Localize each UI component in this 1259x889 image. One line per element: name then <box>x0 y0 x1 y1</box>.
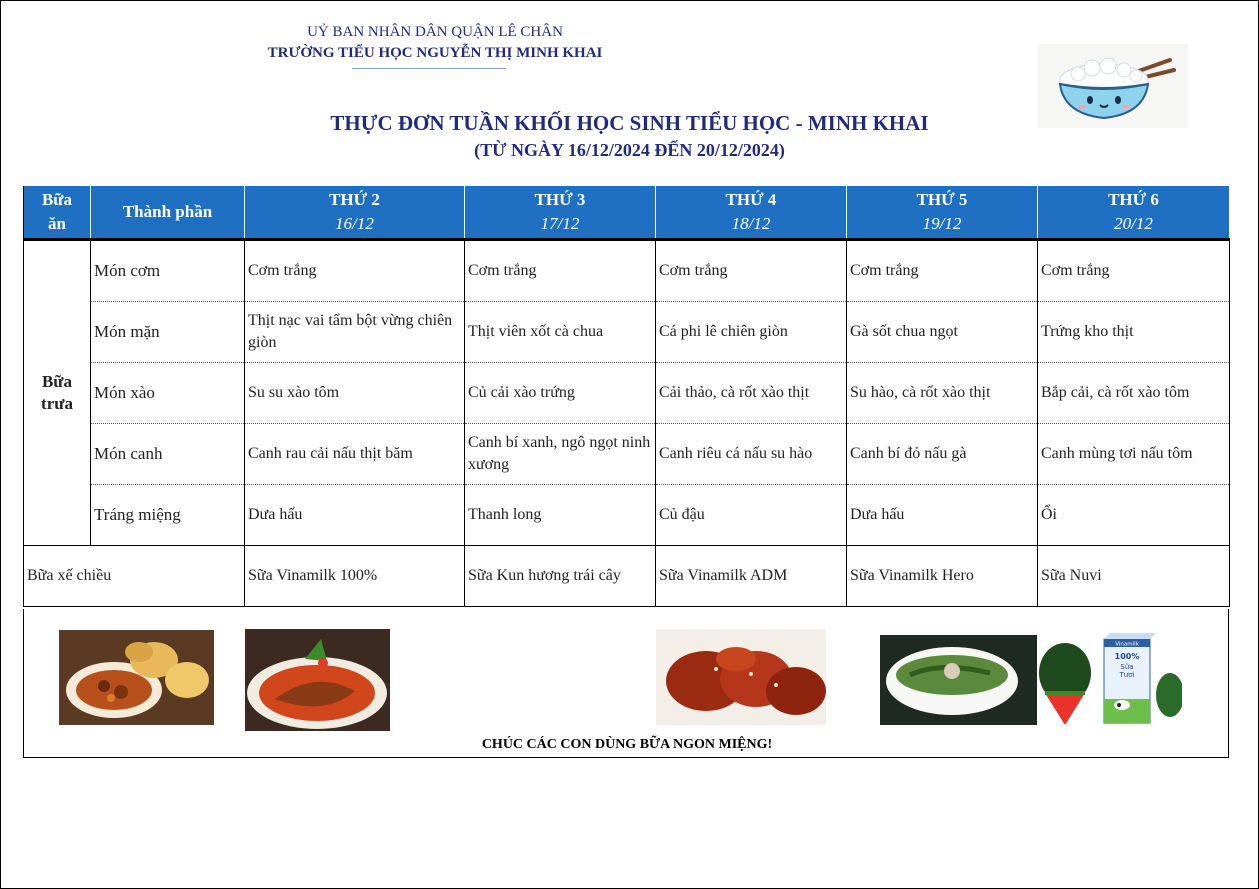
menu-cell: Cá phi lê chiên giòn <box>656 302 847 363</box>
menu-cell: Sữa Nuvi <box>1038 546 1230 607</box>
vegetable-soup-photo <box>880 635 1037 725</box>
menu-cell: Canh bí đỏ nấu gà <box>847 424 1038 485</box>
milk-percent-text: 100% <box>1114 652 1140 661</box>
component-cell: Món canh <box>91 424 245 485</box>
table-row <box>24 424 1230 485</box>
afternoon-row <box>24 546 1230 607</box>
menu-cell: Cơm trắng <box>1038 240 1230 302</box>
menu-cell: Canh riêu cá nấu su hào <box>656 424 847 485</box>
menu-cell: Canh rau cải nấu thịt băm <box>245 424 465 485</box>
component-cell: Tráng miệng <box>91 485 245 546</box>
day-header-thu: THỨ 5 19/12 <box>847 186 1038 240</box>
table-header-row <box>24 186 1230 240</box>
day-header-tue: THỨ 3 17/12 <box>465 186 656 240</box>
day-header-mon: THỨ 2 16/12 <box>245 186 465 240</box>
school-name: TRƯỜNG TIỂU HỌC NGUYỄN THỊ MINH KHAI <box>267 45 603 61</box>
menu-cell: Su su xào tôm <box>245 363 465 424</box>
menu-cell: Trứng kho thịt <box>1038 302 1230 363</box>
footer-images-area <box>23 609 1229 758</box>
menu-cell: Sữa Vinamilk ADM <box>656 546 847 607</box>
component-cell: Món cơm <box>91 240 245 302</box>
closing-message: CHÚC CÁC CON DÙNG BỮA NGON MIỆNG! <box>481 737 773 752</box>
meal-column-header: Bữa ăn <box>24 186 91 240</box>
beef-stew-photo <box>59 630 214 725</box>
header-divider <box>352 68 506 69</box>
sweet-sour-chicken-photo <box>656 629 826 725</box>
table-row <box>24 240 1230 302</box>
menu-cell: Cơm trắng <box>245 240 465 302</box>
day-header-fri: THỨ 6 20/12 <box>1038 186 1230 240</box>
page-subtitle: (TỪ NGÀY 16/12/2024 ĐẾN 20/12/2024) <box>474 140 785 160</box>
rice-bowl-illustration <box>1038 44 1188 128</box>
table-row <box>24 363 1230 424</box>
authority-name: UỶ BAN NHÂN DÂN QUẬN LÊ CHÂN <box>307 24 563 40</box>
milk-carton-photo <box>1098 629 1182 727</box>
menu-cell: Sữa Vinamilk 100% <box>245 546 465 607</box>
menu-cell: Bắp cải, cà rốt xào tôm <box>1038 363 1230 424</box>
menu-cell: Củ cải xào trứng <box>465 363 656 424</box>
menu-cell: Sữa Kun hương trái cây <box>465 546 656 607</box>
menu-cell: Thịt nạc vai tẩm bột vừng chiên giòn <box>245 302 465 363</box>
menu-cell: Cơm trắng <box>847 240 1038 302</box>
menu-cell: Cơm trắng <box>656 240 847 302</box>
milk-brand-text: Vinamilk <box>1115 641 1139 648</box>
milk-label-fresh-text: Tươi <box>1119 671 1135 679</box>
menu-cell: Sữa Vinamilk Hero <box>847 546 1038 607</box>
weekly-menu-table <box>23 185 1230 607</box>
menu-cell: Su hào, cà rốt xào thịt <box>847 363 1038 424</box>
menu-cell: Cơm trắng <box>465 240 656 302</box>
menu-cell: Gà sốt chua ngọt <box>847 302 1038 363</box>
fish-tomato-sauce-photo <box>245 629 390 731</box>
menu-cell: Cải thảo, cà rốt xào thịt <box>656 363 847 424</box>
milk-label-text: Sữa <box>1120 663 1134 671</box>
lunch-label: Bữa trưa <box>24 240 91 546</box>
menu-cell: Canh mùng tơi nấu tôm <box>1038 424 1230 485</box>
afternoon-label: Bữa xế chiều <box>24 546 245 607</box>
component-column-header: Thành phần <box>91 186 245 240</box>
menu-cell: Ổi <box>1038 485 1230 546</box>
watermelon-photo <box>1037 633 1092 729</box>
table-row <box>24 302 1230 363</box>
page-title: THỰC ĐƠN TUẦN KHỐI HỌC SINH TIỂU HỌC - MINH KHAI <box>330 111 929 135</box>
day-header-wed: THỨ 4 18/12 <box>656 186 847 240</box>
menu-cell: Dưa hấu <box>847 485 1038 546</box>
menu-cell: Canh bí xanh, ngô ngọt ninh xương <box>465 424 656 485</box>
component-cell: Món xào <box>91 363 245 424</box>
menu-cell: Thịt viên xốt cà chua <box>465 302 656 363</box>
table-row <box>24 485 1230 546</box>
menu-cell: Dưa hấu <box>245 485 465 546</box>
menu-cell: Củ đậu <box>656 485 847 546</box>
menu-cell: Thanh long <box>465 485 656 546</box>
component-cell: Món mặn <box>91 302 245 363</box>
